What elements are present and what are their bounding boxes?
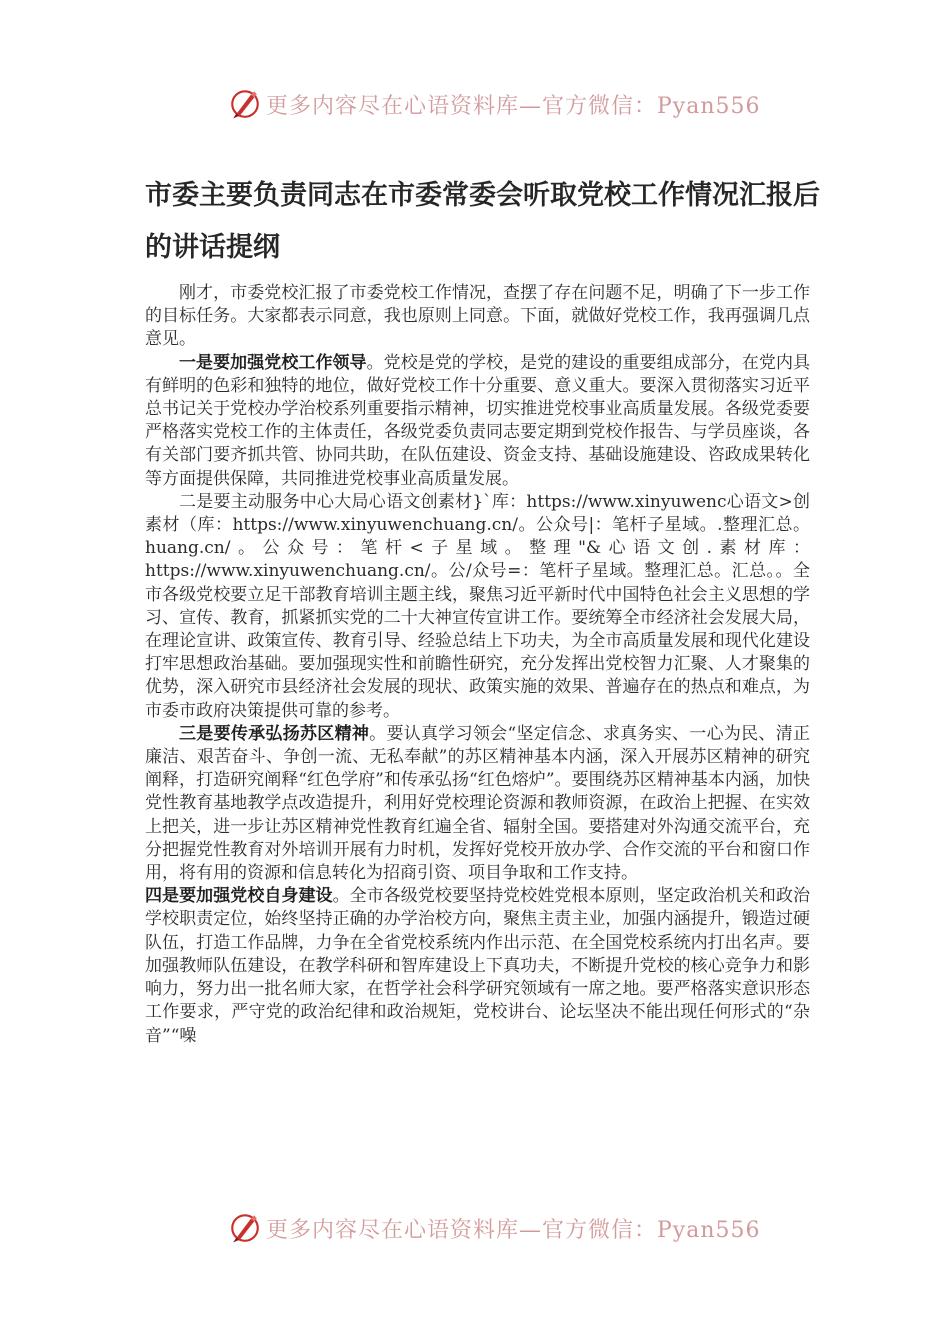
document-title: 市委主要负责同志在市委常委会听取党校工作情况汇报后的讲话提纲 [145,180,820,263]
header-banner[interactable] [228,82,761,126]
document-body [145,282,810,1048]
pen-logo-icon [228,1211,262,1245]
paragraph-text: 。要认真学习领会“坚定信念、求真务实、一心为民、清正廉洁、艰苦奋斗、争创一流、无私奉献”的苏区精神基本内涵，深入开展苏区精神的研究阐释，打造研究阐释“红色学府”和传承弘扬“红色熔炉”。要围绕苏区精神基本内涵，加快党性教育基地教学点改造提升，利用好党校理论资源和教师资源，在政治上把握、在实效上把关，进一步让苏区精神党性教育红遍全省、辐射全国。要搭建对外沟通交流平台，充分把握党性教育对外培训开展有力时机，发挥好党校开放办学、合作交流的平台和窗口作用，将有用的资源和信息转化为招商引资、项目争取和工作支持。 [145,723,810,884]
footer-banner[interactable] [228,1206,761,1250]
pen-logo-icon [228,87,262,121]
paragraph-text: 。党校是党的学校，是党的建设的重要组成部分，在党内具有鲜明的色彩和独特的地位，做好党校工作十分重要、意义重大。要深入贯彻落实习近平总书记关于党校办学治校系列重要指示精神，切实推进党校事业高质量发展。各级党委要严格落实党校工作的主体责任，各级党委负责同志要定期到党校作报告、与学员座谈，各有关部门要齐抓共管、协同共助，在队伍建设、资金支持、基础设施建设、咨政成果转化等方面提供保障，共同推进党校事业高质量发展。 [145,352,811,489]
paragraph-point-4 [145,885,810,1047]
paragraph-intro [145,282,810,352]
paragraph-point-3 [145,723,810,885]
paragraph-lead: 三是要传承弘扬苏区精神 [179,723,370,744]
paragraph-point-2 [145,491,810,723]
paragraph-lead: 一是要加强党校工作领导 [179,352,367,373]
paragraph-text: 。全市各级党校要坚持党校姓党根本原则，坚定政治机关和政治学校职责定位，始终坚持正确的办学治校方向，聚焦主责主业，加强内涵提升，锻造过硬队伍，打造工作品牌，力争在全省党校系统内作出示范、在全国党校系统内打出名声。要加强教师队伍建设，在教学科研和智库建设上下真功夫，不断提升党校的核心竞争力和影响力，努力出一批名师大家，在哲学社会科学研究领域有一席之地。要严格落实意识形态工作要求，严守党的政治纪律和政治规矩，党校讲台、论坛坚决不能出现任何形式的“杂音”“噪 [145,886,811,1046]
paragraph-point-1 [145,352,810,491]
banner-text: 更多内容尽在心语资料库—官方微信：Pyan556 [266,1217,761,1243]
paragraph-text: 刚才，市委党校汇报了市委党校工作情况，查摆了存在问题不足，明确了下一步工作的目标任务。大家都表示同意，我也原则上同意。下面，就做好党校工作，我再强调几点意见。 [145,283,810,350]
banner-text: 更多内容尽在心语资料库—官方微信：Pyan556 [266,93,761,119]
paragraph-lead: 四是要加强党校自身建设 [145,886,333,907]
paragraph-text: 二是要主动服务中心大局心语文创素材}`库：https://www.xinyuwenc心语文>创素材（库：https://www.xinyuwenchuang.cn/。公众号|：笔杆子星域。.整理汇总。huang.cn/。公众号：笔杆<子星域。整理"&心语文创.素材库：https://www.xinyuwenchuang.cn/。公/众号=：笔杆子星域。整理汇总。汇总。。全市各级党校要立足干部教育培训主题主线，聚焦习近平新时代中国特色社会主义思想的学习、宣传、教育，抓紧抓实党的二十大神宣传宣讲工作。要统筹全市经济社会发展大局，在理论宣讲、政策宣传、教育引导、经验总结上下功夫，为全市高质量发展和现代化建设打牢思想政治基础。要加强现实性和前瞻性研究，充分发挥出党校智力汇聚、人才聚集的优势，深入研究市县经济社会发展的现状、政策实施的效果、普遍存在的热点和难点，为市委市政府决策提供可靠的参考。 [145,491,811,721]
